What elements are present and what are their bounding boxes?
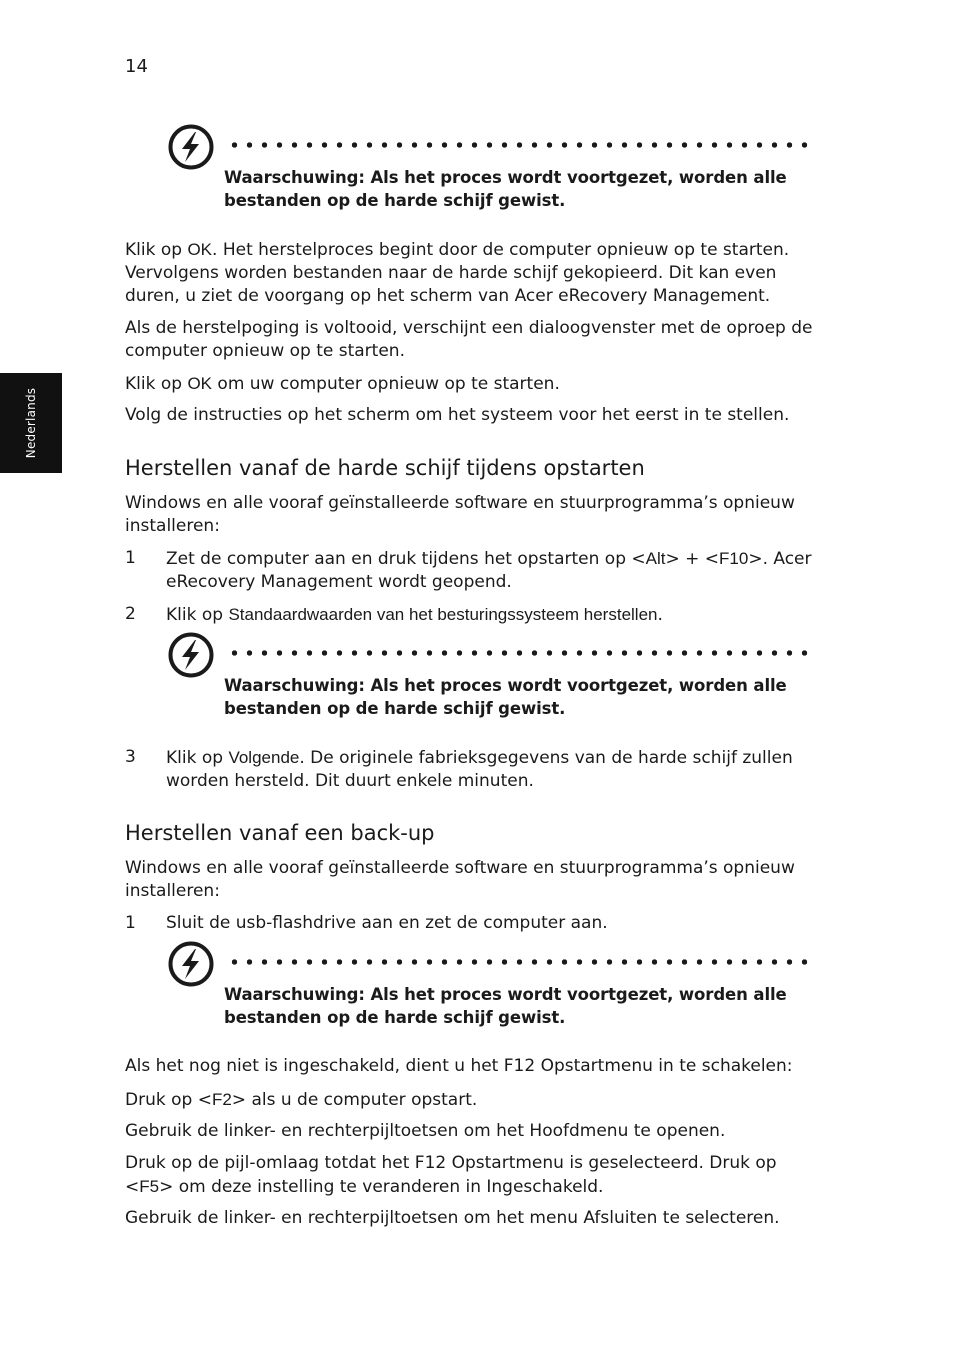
warning-text: Waarschuwing: Als het proces wordt voortgezet, worden alle bestanden op de harde schijf gewist.: [224, 676, 787, 718]
warning-divider: [227, 142, 810, 148]
warning-text: Waarschuwing: Als het proces wordt voortgezet, worden alle bestanden op de harde schijf gewist.: [224, 168, 787, 210]
step-number: 1: [125, 913, 136, 933]
warning-lightning-icon: [168, 941, 214, 987]
paragraph: Klik op OK om uw computer opnieuw op te starten.: [125, 374, 560, 394]
section-heading: Herstellen vanaf een back-up: [125, 821, 435, 845]
paragraph: Druk op <F2> als u de computer opstart.: [125, 1090, 478, 1110]
warning-lightning-icon: [168, 124, 214, 170]
step-number: 3: [125, 747, 136, 767]
paragraph: Klik op OK. Het herstelproces begint door de computer opnieuw op te starten. Vervolgens worden bestanden naar de harde schijf gekopieerd. Dit kan even duren, u ziet de voorgang op het scherm van Acer eRecovery Management.: [125, 240, 790, 306]
ok-label: OK: [187, 240, 213, 259]
warning-text: Waarschuwing: Als het proces wordt voortgezet, worden alle bestanden op de harde schijf gewist.: [224, 985, 787, 1027]
key-alt: Alt: [645, 549, 666, 568]
paragraph: Druk op de pijl-omlaag totdat het F12 Opstartmenu is geselecteerd. Druk op <F5> om deze instelling te veranderen in Ingeschakeld.: [125, 1153, 777, 1197]
key-f5: F5: [139, 1177, 160, 1196]
paragraph: Gebruik de linker- en rechterpijltoetsen om het menu Afsluiten te selecteren.: [125, 1208, 780, 1228]
option-label: Standaardwaarden van het besturingssysteem herstellen: [228, 605, 658, 624]
warning-divider: [227, 650, 810, 656]
step-number: 2: [125, 604, 136, 624]
language-side-tab: [0, 373, 62, 473]
step-text: Klik op Standaardwaarden van het besturingssysteem herstellen.: [166, 605, 663, 625]
step-number: 1: [125, 548, 136, 568]
section-intro: Windows en alle vooraf geïnstalleerde software en stuurprogramma’s opnieuw installeren:: [125, 858, 795, 901]
button-label-volgende: Volgende: [228, 748, 300, 767]
warning-lightning-icon: [168, 632, 214, 678]
paragraph: Volg de instructies op het scherm om het systeem voor het eerst in te stellen.: [125, 405, 790, 425]
section-heading: Herstellen vanaf de harde schijf tijdens opstarten: [125, 456, 645, 480]
ok-label: OK: [187, 374, 213, 393]
paragraph: Gebruik de linker- en rechterpijltoetsen om het Hoofdmenu te openen.: [125, 1121, 726, 1141]
paragraph: Als de herstelpoging is voltooid, verschijnt een dialoogvenster met de oproep de computer opnieuw op te starten.: [125, 318, 813, 361]
key-f2: F2: [211, 1090, 232, 1109]
side-tab-label: Nederlands: [24, 387, 38, 459]
section-intro: Windows en alle vooraf geïnstalleerde software en stuurprogramma’s opnieuw installeren:: [125, 493, 795, 536]
step-text: Sluit de usb-flashdrive aan en zet de computer aan.: [166, 913, 608, 933]
key-f10: F10: [719, 549, 749, 568]
step-text: Klik op Volgende. De originele fabrieksgegevens van de harde schijf zullen worden hersteld. Dit duurt enkele minuten.: [166, 748, 793, 791]
step-text: Zet de computer aan en druk tijdens het opstarten op <Alt> + <F10>. Acer eRecovery Management wordt geopend.: [166, 549, 812, 592]
paragraph: Als het nog niet is ingeschakeld, dient u het F12 Opstartmenu in te schakelen:: [125, 1056, 793, 1076]
page-number: 14: [125, 56, 148, 77]
warning-divider: [227, 959, 810, 965]
